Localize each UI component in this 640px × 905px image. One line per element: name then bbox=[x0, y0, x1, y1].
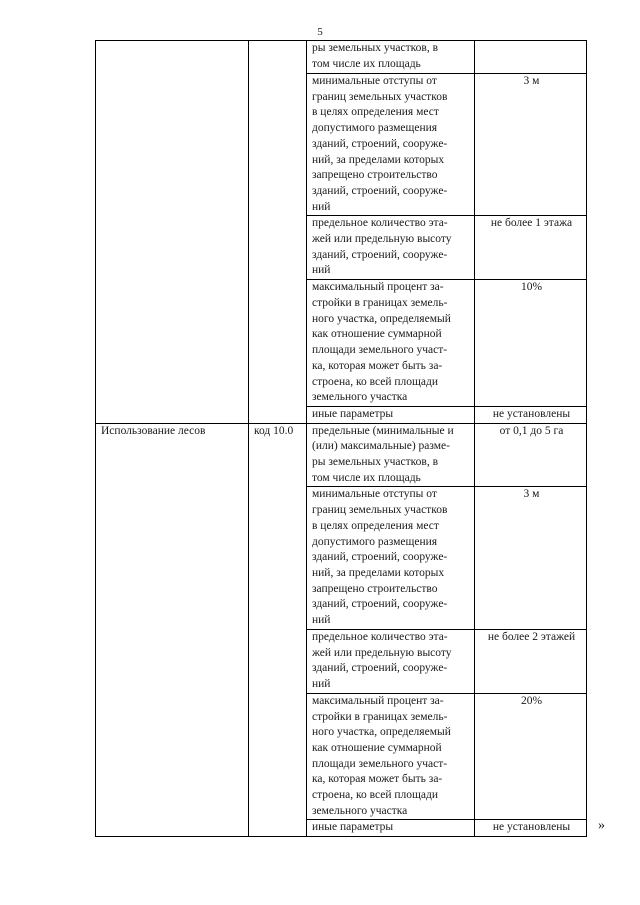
parameter-cell: предельные (минимальные и (или) максимальные) разме- ры земельных участков, в том числе их площадь bbox=[307, 423, 475, 487]
parameter-cell: минимальные отступы от границ земельных участков в целях определения мест допустимого размещения зданий, строений, сооруже- ний, за пределами которых запрещено строительство зданий, строений, сооруже- ний bbox=[307, 487, 475, 629]
value-cell: 3 м bbox=[475, 487, 587, 629]
page-number: 5 bbox=[317, 26, 323, 38]
parameter-cell: иные параметры bbox=[307, 406, 475, 423]
value-cell: от 0,1 до 5 га bbox=[475, 423, 587, 487]
value-cell: не более 2 этажей bbox=[475, 629, 587, 693]
value-cell: не более 1 этажа bbox=[475, 216, 587, 280]
value-cell: 20% bbox=[475, 693, 587, 820]
parameter-cell: иные параметры bbox=[307, 820, 475, 837]
parameter-cell: минимальные отступы от границ земельных участков в целях определения мест допустимого размещения зданий, строений, сооруже- ний, за пределами которых запрещено строительство зданий, строений, сооруже- ний bbox=[307, 74, 475, 216]
use-name-cell bbox=[96, 41, 249, 424]
parameter-cell: ры земельных участков, в том числе их площадь bbox=[307, 41, 475, 74]
parameter-cell: предельное количество эта- жей или предельную высоту зданий, строений, сооруже- ний bbox=[307, 216, 475, 280]
use-code-cell: код 10.0 bbox=[249, 423, 307, 836]
parameter-cell: предельное количество эта- жей или предельную высоту зданий, строений, сооруже- ний bbox=[307, 629, 475, 693]
use-code-cell bbox=[249, 41, 307, 424]
value-cell: не установлены bbox=[475, 820, 587, 837]
value-cell bbox=[475, 41, 587, 74]
use-name-cell: Использование лесов bbox=[96, 423, 249, 836]
value-cell: не установлены bbox=[475, 406, 587, 423]
value-cell: 3 м bbox=[475, 74, 587, 216]
parameter-cell: максимальный процент за- стройки в границах земель- ного участка, определяемый как отношение суммарной площади земельного участ- ка, которая может быть за- строена, ко всей площади земельного участка bbox=[307, 280, 475, 407]
table-row bbox=[96, 41, 587, 74]
table-row bbox=[96, 423, 587, 487]
value-cell: 10% bbox=[475, 280, 587, 407]
closing-quote-mark: » bbox=[598, 818, 605, 833]
parameter-cell: максимальный процент за- стройки в границах земель- ного участка, определяемый как отношение суммарной площади земельного участ- ка, которая может быть за- строена, ко всей площади земельного участка bbox=[307, 693, 475, 820]
zoning-parameters-table bbox=[95, 40, 587, 837]
